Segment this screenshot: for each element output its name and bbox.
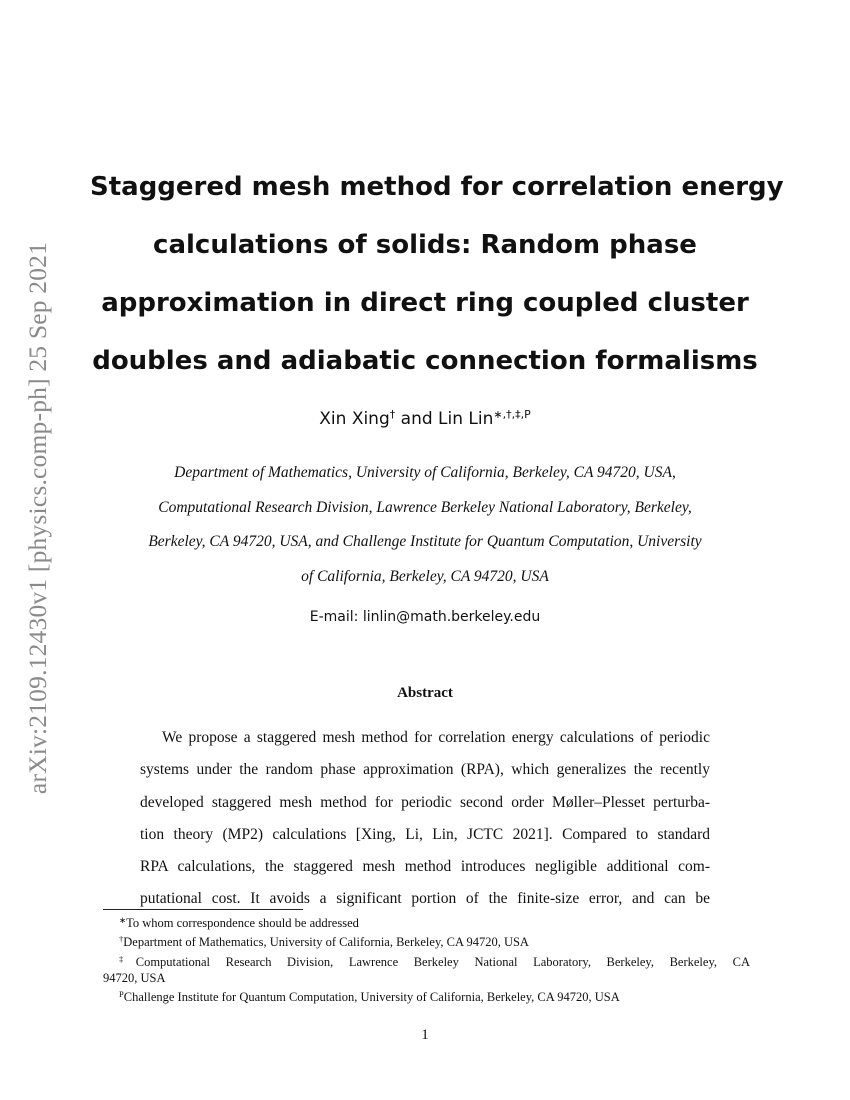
affiliation-line: Berkeley, CA 94720, USA, and Challenge Institute for Quantum Computation, University bbox=[148, 533, 702, 550]
author-name: Lin Lin bbox=[438, 409, 494, 429]
author-conjunction: and bbox=[395, 409, 439, 429]
abstract-line: systems under the random phase approximation (RPA), which generalizes the recently bbox=[140, 761, 710, 779]
abstract-line: developed staggered mesh method for periodic second order Møller–Plesset perturba- bbox=[140, 793, 710, 811]
title-line: Staggered mesh method for correlation energy bbox=[90, 172, 784, 202]
footnote-text: To whom correspondence should be addressed bbox=[126, 916, 359, 930]
affiliation-line: Computational Research Division, Lawrence Berkeley National Laboratory, Berkeley, bbox=[158, 498, 692, 516]
abstract-body bbox=[140, 722, 710, 916]
footnote-divider bbox=[103, 909, 303, 910]
footnotes bbox=[103, 912, 750, 1005]
affiliation-block bbox=[80, 456, 770, 594]
abstract-line: putational cost. It avoids a significant portion of the finite-size error, and can be bbox=[140, 890, 710, 908]
abstract-line: tion theory (MP2) calculations [Xing, Li, Lin, JCTC 2021]. Compared to standard bbox=[140, 825, 710, 843]
footnote-mark: ‡ bbox=[119, 953, 136, 964]
title-line: calculations of solids: Random phase bbox=[153, 230, 697, 260]
affiliation-line: Department of Mathematics, University of California, Berkeley, CA 94720, USA, bbox=[174, 464, 676, 481]
footnote bbox=[103, 986, 750, 1005]
contact-email bbox=[0, 609, 850, 625]
footnote-text: Computational Research Division, Lawrence Berkeley National Laboratory, Berkeley, Berkeley, CA bbox=[135, 954, 750, 969]
abstract-heading: Abstract bbox=[397, 685, 453, 701]
page-number: 1 bbox=[421, 1027, 429, 1043]
paper-title bbox=[90, 158, 784, 390]
email-label: E-mail: bbox=[309, 609, 363, 625]
footnote-continuation: 94720, USA bbox=[103, 970, 166, 985]
footnote-text: Department of Mathematics, University of California, Berkeley, CA 94720, USA bbox=[123, 935, 529, 950]
arxiv-identifier-stamp: arXiv:2109.12430v1 [physics.comp-ph] 25 Sep 2021 bbox=[23, 241, 52, 795]
author-name: Xin Xing bbox=[319, 409, 390, 429]
author-list bbox=[0, 408, 850, 429]
footnote bbox=[103, 931, 750, 950]
title-line: approximation in direct ring coupled cluster bbox=[101, 288, 749, 318]
affiliation-line: of California, Berkeley, CA 94720, USA bbox=[301, 567, 549, 585]
footnote-mark: † bbox=[119, 934, 124, 945]
abstract-line: RPA calculations, the staggered mesh method introduces negligible additional com- bbox=[140, 858, 710, 876]
author-affiliation-marks: † bbox=[389, 408, 396, 421]
email-address-link[interactable]: linlin@math.berkeley.edu bbox=[362, 609, 541, 625]
abstract-line: We propose a staggered mesh method for correlation energy calculations of periodic bbox=[162, 729, 710, 746]
footnote-mark: P bbox=[119, 989, 124, 1000]
title-line: doubles and adiabatic connection formalisms bbox=[92, 346, 758, 376]
footnote-mark: ∗ bbox=[119, 915, 127, 925]
footnote-text: Challenge Institute for Quantum Computation, University of California, Berkeley, CA 94720, USA bbox=[123, 990, 620, 1005]
footnote bbox=[103, 912, 750, 931]
footnote bbox=[103, 951, 750, 970]
author-affiliation-marks: ∗,†,‡,P bbox=[493, 408, 531, 421]
